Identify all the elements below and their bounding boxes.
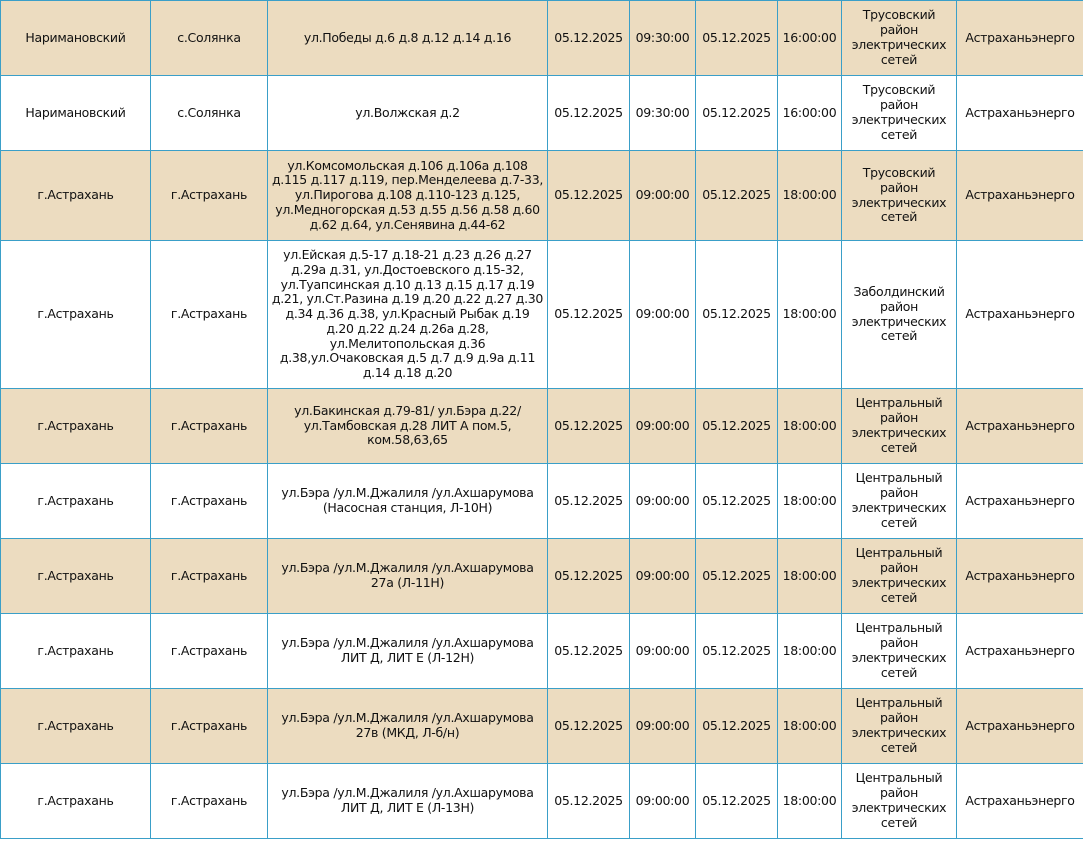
company-cell: Астраханьэнерго bbox=[957, 464, 1083, 539]
locality-cell: г.Астрахань bbox=[151, 614, 268, 689]
start-date-cell: 05.12.2025 bbox=[548, 539, 630, 614]
network-cell: Центральный район электрических сетей bbox=[842, 689, 957, 764]
address-cell: ул.Волжская д.2 bbox=[268, 76, 548, 151]
end-time-cell: 18:00:00 bbox=[778, 689, 842, 764]
table-row bbox=[1, 151, 1083, 241]
start-time-cell: 09:00:00 bbox=[630, 539, 696, 614]
start-date-cell: 05.12.2025 bbox=[548, 614, 630, 689]
address-cell: ул.Бэра /ул.М.Джалиля /ул.Ахшарумова (Насосная станция, Л-10Н) bbox=[268, 464, 548, 539]
locality-cell: г.Астрахань bbox=[151, 764, 268, 839]
network-cell: Трусовский район электрических сетей bbox=[842, 1, 957, 76]
network-cell: Центральный район электрических сетей bbox=[842, 764, 957, 839]
network-cell: Трусовский район электрических сетей bbox=[842, 151, 957, 241]
table-row bbox=[1, 464, 1083, 539]
start-date-cell: 05.12.2025 bbox=[548, 764, 630, 839]
start-date-cell: 05.12.2025 bbox=[548, 151, 630, 241]
locality-cell: с.Солянка bbox=[151, 76, 268, 151]
district-cell: Наримановский bbox=[1, 76, 151, 151]
table-row bbox=[1, 76, 1083, 151]
company-cell: Астраханьэнерго bbox=[957, 539, 1083, 614]
end-time-cell: 16:00:00 bbox=[778, 1, 842, 76]
address-cell: ул.Бэра /ул.М.Джалиля /ул.Ахшарумова ЛИТ Д, ЛИТ Е (Л-12Н) bbox=[268, 614, 548, 689]
start-date-cell: 05.12.2025 bbox=[548, 464, 630, 539]
locality-cell: г.Астрахань bbox=[151, 389, 268, 464]
company-cell: Астраханьэнерго bbox=[957, 389, 1083, 464]
network-cell: Заболдинский район электрических сетей bbox=[842, 241, 957, 389]
end-date-cell: 05.12.2025 bbox=[696, 689, 778, 764]
locality-cell: г.Астрахань bbox=[151, 464, 268, 539]
start-time-cell: 09:00:00 bbox=[630, 689, 696, 764]
start-date-cell: 05.12.2025 bbox=[548, 689, 630, 764]
district-cell: г.Астрахань bbox=[1, 389, 151, 464]
end-date-cell: 05.12.2025 bbox=[696, 151, 778, 241]
district-cell: г.Астрахань bbox=[1, 539, 151, 614]
end-date-cell: 05.12.2025 bbox=[696, 614, 778, 689]
end-time-cell: 16:00:00 bbox=[778, 76, 842, 151]
start-date-cell: 05.12.2025 bbox=[548, 76, 630, 151]
address-cell: ул.Бэра /ул.М.Джалиля /ул.Ахшарумова ЛИТ Д, ЛИТ Е (Л-13Н) bbox=[268, 764, 548, 839]
company-cell: Астраханьэнерго bbox=[957, 76, 1083, 151]
network-cell: Трусовский район электрических сетей bbox=[842, 76, 957, 151]
district-cell: Наримановский bbox=[1, 1, 151, 76]
end-time-cell: 18:00:00 bbox=[778, 539, 842, 614]
locality-cell: г.Астрахань bbox=[151, 539, 268, 614]
address-cell: ул.Победы д.6 д.8 д.12 д.14 д.16 bbox=[268, 1, 548, 76]
table-row bbox=[1, 614, 1083, 689]
end-date-cell: 05.12.2025 bbox=[696, 764, 778, 839]
table-row bbox=[1, 689, 1083, 764]
district-cell: г.Астрахань bbox=[1, 764, 151, 839]
network-cell: Центральный район электрических сетей bbox=[842, 539, 957, 614]
end-time-cell: 18:00:00 bbox=[778, 241, 842, 389]
district-cell: г.Астрахань bbox=[1, 241, 151, 389]
start-time-cell: 09:30:00 bbox=[630, 76, 696, 151]
end-time-cell: 18:00:00 bbox=[778, 389, 842, 464]
end-date-cell: 05.12.2025 bbox=[696, 389, 778, 464]
start-time-cell: 09:00:00 bbox=[630, 151, 696, 241]
district-cell: г.Астрахань bbox=[1, 464, 151, 539]
start-date-cell: 05.12.2025 bbox=[548, 1, 630, 76]
table-row bbox=[1, 389, 1083, 464]
end-date-cell: 05.12.2025 bbox=[696, 241, 778, 389]
start-date-cell: 05.12.2025 bbox=[548, 241, 630, 389]
company-cell: Астраханьэнерго bbox=[957, 764, 1083, 839]
start-time-cell: 09:30:00 bbox=[630, 1, 696, 76]
start-date-cell: 05.12.2025 bbox=[548, 389, 630, 464]
start-time-cell: 09:00:00 bbox=[630, 614, 696, 689]
locality-cell: с.Солянка bbox=[151, 1, 268, 76]
end-time-cell: 18:00:00 bbox=[778, 614, 842, 689]
district-cell: г.Астрахань bbox=[1, 614, 151, 689]
address-cell: ул.Комсомольская д.106 д.106а д.108 д.115 д.117 д.119, пер.Менделеева д.7-33, ул.Пирогова д.108 д.110-123 д.125, ул.Медногорская д.53 д.55 д.56 д.58 д.60 д.62 д.64, ул.Сенявина д.44-62 bbox=[268, 151, 548, 241]
end-date-cell: 05.12.2025 bbox=[696, 539, 778, 614]
company-cell: Астраханьэнерго bbox=[957, 689, 1083, 764]
network-cell: Центральный район электрических сетей bbox=[842, 464, 957, 539]
locality-cell: г.Астрахань bbox=[151, 241, 268, 389]
table-row bbox=[1, 539, 1083, 614]
end-date-cell: 05.12.2025 bbox=[696, 1, 778, 76]
end-time-cell: 18:00:00 bbox=[778, 464, 842, 539]
end-time-cell: 18:00:00 bbox=[778, 764, 842, 839]
address-cell: ул.Ейская д.5-17 д.18-21 д.23 д.26 д.27 д.29а д.31, ул.Достоевского д.15-32, ул.Туапсинская д.10 д.13 д.15 д.17 д.19 д.21, ул.Ст.Разина д.19 д.20 д.22 д.27 д.30 д.34 д.36 д.38, ул.Красный Рыбак д.19 д.20 д.22 д.24 д.26а д.28, ул.Мелитопольская д.36 д.38,ул.Очаковская д.5 д.7 д.9 д.9а д.11 д.14 д.18 д.20 bbox=[268, 241, 548, 389]
company-cell: Астраханьэнерго bbox=[957, 241, 1083, 389]
table-row bbox=[1, 241, 1083, 389]
end-date-cell: 05.12.2025 bbox=[696, 464, 778, 539]
end-time-cell: 18:00:00 bbox=[778, 151, 842, 241]
network-cell: Центральный район электрических сетей bbox=[842, 389, 957, 464]
company-cell: Астраханьэнерго bbox=[957, 151, 1083, 241]
start-time-cell: 09:00:00 bbox=[630, 241, 696, 389]
address-cell: ул.Бакинская д.79-81/ ул.Бэра д.22/ ул.Тамбовская д.28 ЛИТ А пом.5, ком.58,63,65 bbox=[268, 389, 548, 464]
address-cell: ул.Бэра /ул.М.Джалиля /ул.Ахшарумова 27в (МКД, Л-б/н) bbox=[268, 689, 548, 764]
locality-cell: г.Астрахань bbox=[151, 151, 268, 241]
company-cell: Астраханьэнерго bbox=[957, 1, 1083, 76]
district-cell: г.Астрахань bbox=[1, 151, 151, 241]
start-time-cell: 09:00:00 bbox=[630, 764, 696, 839]
address-cell: ул.Бэра /ул.М.Джалиля /ул.Ахшарумова 27а (Л-11Н) bbox=[268, 539, 548, 614]
start-time-cell: 09:00:00 bbox=[630, 464, 696, 539]
end-date-cell: 05.12.2025 bbox=[696, 76, 778, 151]
network-cell: Центральный район электрических сетей bbox=[842, 614, 957, 689]
table-row bbox=[1, 764, 1083, 839]
table-row bbox=[1, 1, 1083, 76]
company-cell: Астраханьэнерго bbox=[957, 614, 1083, 689]
locality-cell: г.Астрахань bbox=[151, 689, 268, 764]
district-cell: г.Астрахань bbox=[1, 689, 151, 764]
start-time-cell: 09:00:00 bbox=[630, 389, 696, 464]
